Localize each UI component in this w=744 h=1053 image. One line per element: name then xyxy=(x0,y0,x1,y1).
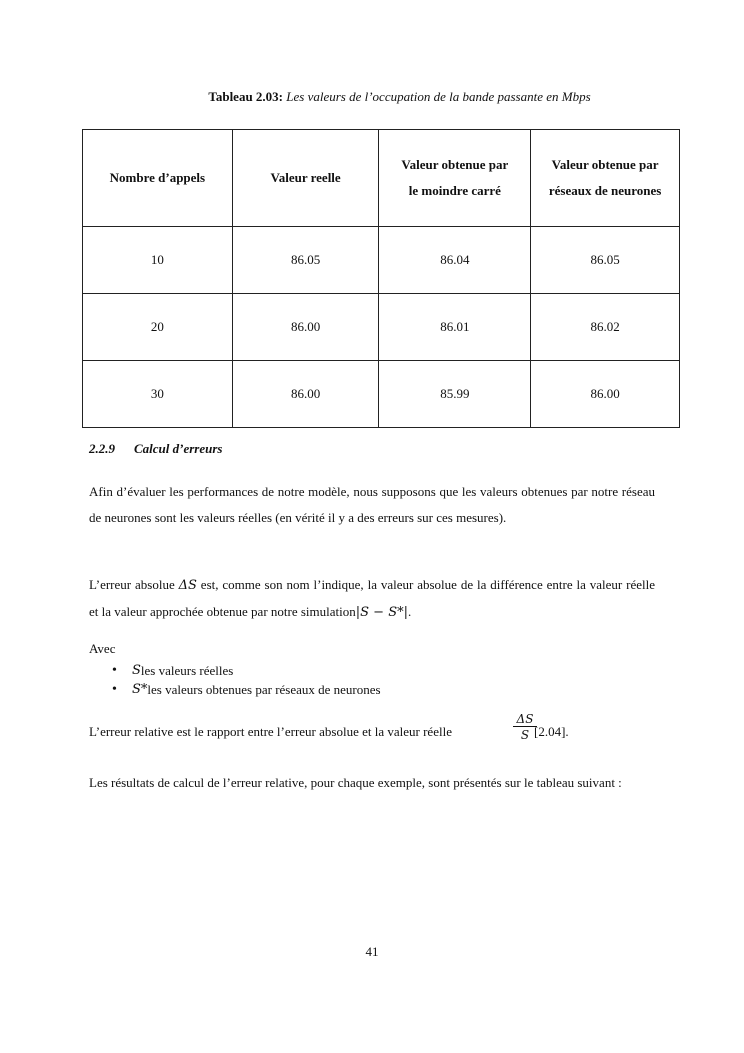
table-cell: 20 xyxy=(83,294,233,361)
table-row xyxy=(83,227,680,294)
table-row xyxy=(83,361,680,428)
symbol-s: S xyxy=(132,663,141,678)
absolute-error-formula: |S − S*| xyxy=(355,605,408,620)
section-title: Calcul d’erreurs xyxy=(134,441,223,456)
table-cell: 86.00 xyxy=(531,361,680,428)
fraction-numerator: ΔS xyxy=(513,712,537,727)
caption-title: Les valeurs de l’occupation de la bande passante en Mbps xyxy=(286,89,591,104)
table-caption xyxy=(0,89,744,105)
header-valeur-reelle: Valeur reelle xyxy=(232,130,379,227)
header-reseaux-neurones: Valeur obtenue par réseaux de neurones xyxy=(531,130,680,227)
header-nombre-appels: Nombre d’appels xyxy=(83,130,233,227)
page-number: 41 xyxy=(365,944,379,959)
section-number: 2.2.9 xyxy=(89,441,115,456)
equation-reference: [2.04]. xyxy=(534,724,569,739)
table-cell: 86.02 xyxy=(531,294,680,361)
list-item: • S* les valeurs obtenues par réseaux de neurones xyxy=(112,682,381,697)
table-cell: 86.00 xyxy=(232,361,379,428)
definition-list xyxy=(112,661,381,699)
table-cell: 86.05 xyxy=(531,227,680,294)
table-cell: 85.99 xyxy=(379,361,531,428)
symbol-s-star: S* xyxy=(132,682,148,697)
caption-label: Tableau 2.03: xyxy=(208,89,284,104)
paragraph-results: Les résultats de calcul de l’erreur relative, pour chaque exemple, sont présentés sur le tableau suivant : xyxy=(89,775,622,790)
bandwidth-table xyxy=(82,129,680,428)
table-header-row xyxy=(83,130,680,227)
header-moindre-carre: Valeur obtenue par le moindre carré xyxy=(379,130,531,227)
document-page: Tableau 2.03: Les valeurs de l’occupation de la bande passante en Mbps Nombre d’appels Valeur reelle Valeur obtenue par le moindre carré Valeur obtenue par réseaux de neurones 10 86.05 86.04 86.05 20 86.00 86.01 86.02 30 86.00 85.99 86.00 2.2.9 Calcul d’erreurs Afin d’évaluer les performances de notre modèle, nous supposons que les valeurs obtenues par notre réseau de neurones sont les valeurs réelles (en vérité il y a des erreurs sur ces mesures). L’erreur absolue ΔS est, comme son nom l’indique, la valeur absolue de la différence entre la valeur réelle et la valeur approchée obtenue par notre simulation|S − S*|. Avec • S les valeurs réelles • S* les valeurs obtenues par réseaux de neurones L’erreur relative est le rapport entre l’erreur absolue et la valeur réelle $\frac{\Delta S}{S}$ [2.04]. Les résultats de calcul de l’erreur relative, pour chaque exemple, sont présentés sur le tableau suivant : 41 xyxy=(0,0,744,1053)
bullet-icon: • xyxy=(112,682,117,697)
table-cell: 30 xyxy=(83,361,233,428)
delta-s-symbol: ΔS xyxy=(178,578,197,593)
table-cell: 10 xyxy=(83,227,233,294)
avec-label: Avec xyxy=(89,641,116,656)
paragraph-intro: Afin d’évaluer les performances de notre modèle, nous supposons que les valeurs obtenues par notre réseau de neurones sont les valeurs réelles (en vérité il y a des erreurs sur ces mesures). xyxy=(89,484,655,525)
section-heading xyxy=(89,441,222,457)
bullet-icon: • xyxy=(112,663,117,678)
list-item: • S les valeurs réelles xyxy=(112,663,234,678)
table-cell: 86.05 xyxy=(232,227,379,294)
table-cell: 86.01 xyxy=(379,294,531,361)
table-row xyxy=(83,294,680,361)
table-cell: 86.04 xyxy=(379,227,531,294)
fraction-denominator: S xyxy=(520,728,530,742)
paragraph-absolute-error: L’erreur absolue ΔS est, comme son nom l’indique, la valeur absolue de la différence entre la valeur réelle et la valeur approchée obtenue par notre simulation|S − S*|. xyxy=(89,577,655,620)
table-cell: 86.00 xyxy=(232,294,379,361)
